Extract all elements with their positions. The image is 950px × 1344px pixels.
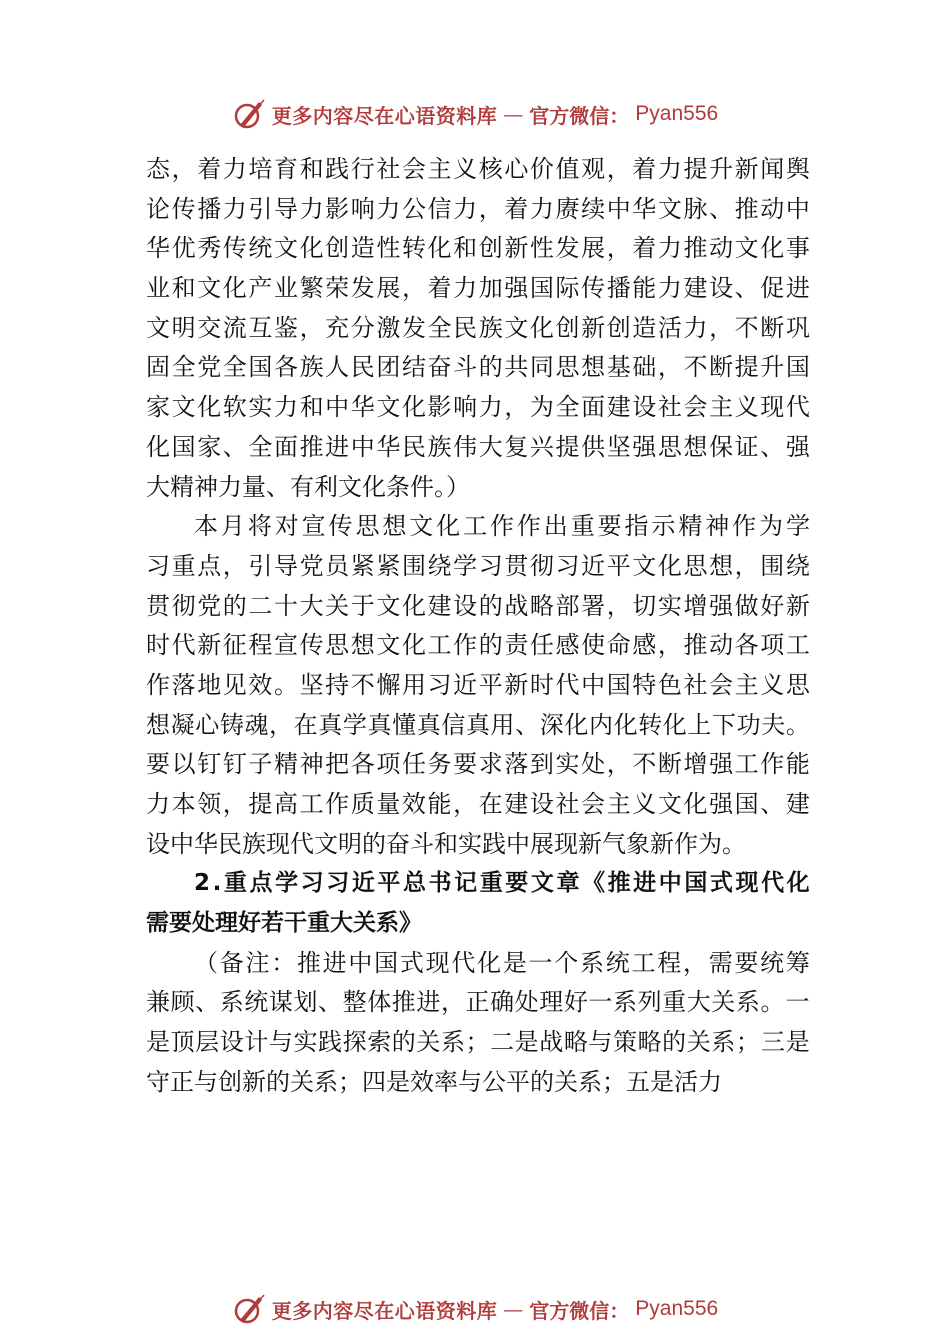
- watermark-text: 更多内容尽在心语资料库: [271, 1298, 498, 1323]
- text-line: 文 明 交 流 互 鉴 ， 充 分 激 发 全 民 族 文 化 创 新 创 造 活 力 ， 不 断 巩: [146, 313, 810, 342]
- text-line: 要 以 钉 钉 子 精 神 把 各 项 任 务 要 求 落 到 实 处 ， 不 断 增 强 工 作 能: [146, 750, 810, 779]
- text-line: 论 传 播 力 引 导 力 影 响 力 公 信 力 ， 着 力 赓 续 中 华 文 脉 、 推 动 中: [146, 194, 810, 223]
- text-line: 大精神力量、有利文化条件。）: [146, 472, 470, 501]
- text-line: 守正与创新的关系；四是效率与公平的关系；五是活力: [146, 1067, 722, 1096]
- watermark-wechat-id: Pyan556: [635, 1297, 719, 1320]
- section-heading: [146, 864, 810, 943]
- document-body: [146, 150, 810, 1103]
- paragraph-1: [146, 150, 810, 507]
- watermark-text: 更多内容尽在心语资料库: [271, 103, 498, 128]
- text-line: 家 文 化 软 实 力 和 中 华 文 化 影 响 力 ， 为 全 面 建 设 社 会 主 义 现 代: [146, 393, 810, 422]
- text-line: 业 和 文 化 产 业 繁 荣 发 展 ， 着 力 加 强 国 际 传 播 能 力 建 设 、 促 进: [146, 274, 810, 303]
- text-line: 设中华民族现代文明的奋斗和实践中展现新气象新作为。: [146, 829, 746, 858]
- heading-line: 2 . 重 点 学 习 习 近 平 总 书 记 重 要 文 章 《 推 进 中 国 式 现 代 化: [194, 870, 810, 897]
- text-line: （ 备 注 ： 推 进 中 国 式 现 代 化 是 一 个 系 统 工 程 ， 需 要 统 筹: [194, 948, 810, 977]
- text-line: 时 代 新 征 程 宣 传 思 想 文 化 工 作 的 责 任 感 使 命 感 ， 推 动 各 项 工: [146, 631, 810, 660]
- header-watermark: [0, 94, 950, 134]
- paragraph-3: [146, 944, 810, 1103]
- paragraph-2: [146, 507, 810, 864]
- text-line: 习 重 点 ， 引 导 党 员 紧 紧 围 绕 学 习 贯 彻 习 近 平 文 化 思 想 ， 围 绕: [146, 551, 810, 580]
- heading-line: 需要处理好若干重大关系》: [146, 910, 422, 937]
- text-line: 本 月 将 对 宣 传 思 想 文 化 工 作 作 出 重 要 指 示 精 神 作 为 学: [194, 512, 810, 541]
- text-line: 兼 顾 、 系 统 谋 划 、 整 体 推 进 ， 正 确 处 理 好 一 系 列 重 大 关 系 。 一: [146, 988, 810, 1017]
- text-line: 想 凝 心 铸 魂 ， 在 真 学 真 懂 真 信 真 用 、 深 化 内 化 转 化 上 下 功 夫 。: [146, 710, 810, 739]
- text-line: 华 优 秀 传 统 文 化 创 造 性 转 化 和 创 新 性 发 展 ， 着 力 推 动 文 化 事: [146, 234, 810, 263]
- quill-logo-icon: [232, 97, 266, 131]
- watermark-dash: —: [503, 102, 524, 126]
- text-line: 是 顶 层 设 计 与 实 践 探 索 的 关 系 ； 二 是 战 略 与 策 略 的 关 系 ； 三 是: [146, 1028, 810, 1057]
- watermark-wechat-id: Pyan556: [635, 102, 719, 125]
- text-line: 贯 彻 党 的 二 十 大 关 于 文 化 建 设 的 战 略 部 署 ， 切 实 增 强 做 好 新: [146, 591, 810, 620]
- watermark-dash: —: [503, 1297, 524, 1321]
- watermark-label: 官方微信：: [529, 103, 630, 128]
- text-line: 力 本 领 ， 提 高 工 作 质 量 效 能 ， 在 建 设 社 会 主 义 文 化 强 国 、 建: [146, 790, 810, 818]
- text-line: 态 ， 着 力 培 育 和 践 行 社 会 主 义 核 心 价 值 观 ， 着 力 提 升 新 闻 舆: [146, 155, 810, 183]
- quill-logo-icon: [232, 1292, 266, 1326]
- watermark-label: 官方微信：: [529, 1298, 630, 1323]
- text-line: 作 落 地 见 效 。 坚 持 不 懈 用 习 近 平 新 时 代 中 国 特 色 社 会 主 义 思: [146, 670, 810, 699]
- text-line: 固 全 党 全 国 各 族 人 民 团 结 奋 斗 的 共 同 思 想 基 础 ， 不 断 提 升 国: [146, 353, 810, 382]
- text-line: 化 国 家 、 全 面 推 进 中 华 民 族 伟 大 复 兴 提 供 坚 强 思 想 保 证 、 强: [146, 432, 810, 461]
- footer-watermark: [0, 1289, 950, 1329]
